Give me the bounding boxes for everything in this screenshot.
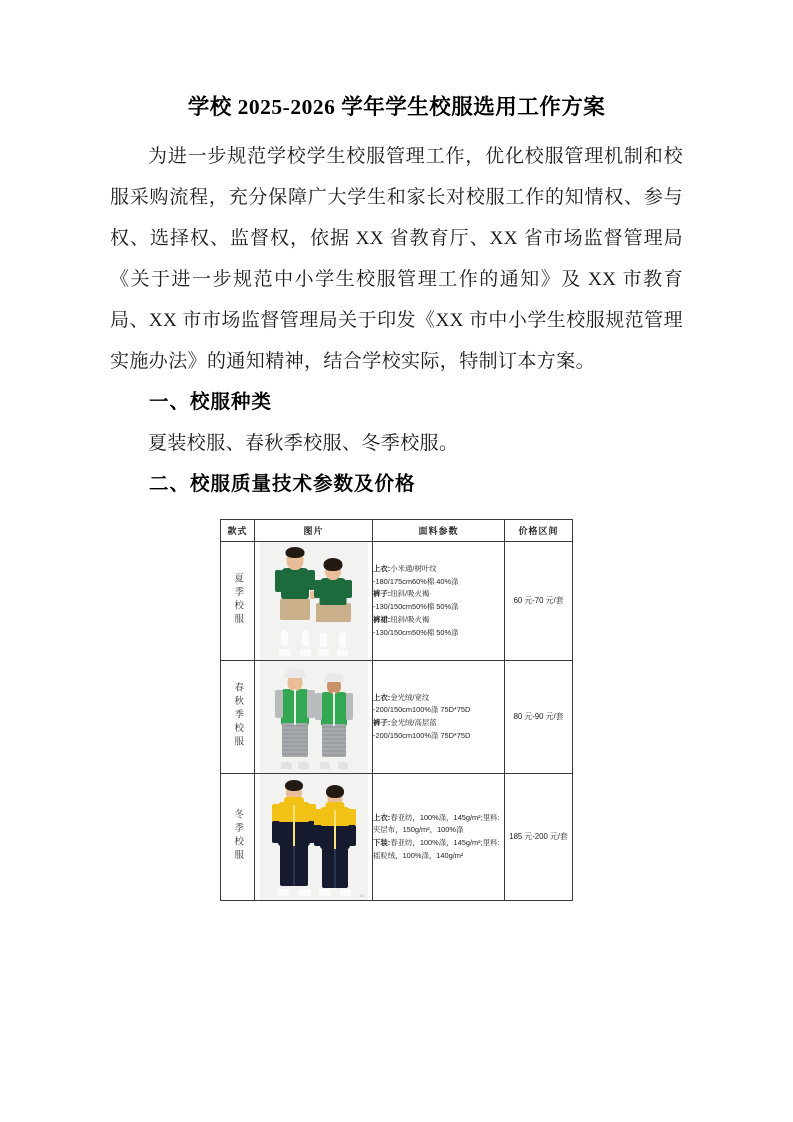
table-header-row: [221, 520, 573, 542]
price-cell-winter: 185 元-200 元/套: [505, 774, 573, 901]
price-cell-summer: 60 元-70 元/套: [505, 542, 573, 661]
style-cell-winter: [221, 774, 255, 901]
param-line: -180/175cm60%棉 40%涤: [373, 576, 459, 586]
param-line: 下装:春亚纺，100%涤，145g/m²;里料:摇粒绒，100%涤，140g/m²: [373, 838, 500, 860]
spring-autumn-uniform-photo: [260, 661, 368, 773]
param-line: -130/150cm50%棉 50%涤: [373, 602, 459, 612]
style-label: 春秋季校服: [232, 681, 244, 750]
column-header-price: 价格区间: [505, 520, 573, 542]
param-line: 裤子:金光绒/高层蓝: [373, 718, 437, 728]
table-row: [221, 661, 573, 774]
photo-watermark: ID: [359, 893, 365, 899]
params-cell-summer: [373, 542, 505, 661]
param-line: 上衣:小米通/树叶纹: [373, 563, 437, 573]
param-line: 裤裙:纽斜/吸火褐: [373, 614, 430, 624]
table-row: [221, 542, 573, 661]
photo-cell-winter: [255, 774, 373, 901]
param-line: 上衣:春亚纺，100%涤，145g/m²;里料:夹层布，150g/m²，100%涤: [373, 812, 500, 835]
intro-paragraph: 为进一步规范学校学生校服管理工作，优化校服管理机制和校服采购流程，充分保障广大学生和家长对校服工作的知情权、参与权、选择权、监督权，依据 XX 省教育厅、XX 省市场监督管理局《关于进一步规范中小学生校服管理工作的通知》及 XX 市教育局、XX 市市场监督管理局关于印发《XX 市中小学生校服规范管理实施办法》的通知精神，结合学校实际，特制订本方案。: [110, 146, 683, 373]
style-label: 夏季校服: [232, 572, 244, 627]
table-row: [221, 774, 573, 901]
photo-cell-summer: [255, 542, 373, 661]
style-label: 冬季校服: [232, 808, 244, 863]
uniform-table-container: [110, 519, 683, 901]
params-cell-spring-autumn: [373, 661, 505, 774]
photo-cell-spring-autumn: [255, 661, 373, 774]
section-one-heading: 一、校服种类: [149, 392, 273, 414]
style-cell-summer: [221, 542, 255, 661]
winter-uniform-photo: [260, 774, 368, 900]
style-cell-spring-autumn: [221, 661, 255, 774]
param-line: 裤子:纽斜/吸火褐: [373, 589, 430, 599]
param-line: -200/150cm100%涤 75D*75D: [373, 705, 471, 715]
column-header-style: 款式: [221, 520, 255, 542]
params-cell-winter: [373, 774, 505, 901]
summer-uniform-photo: [260, 542, 368, 660]
param-line: -200/150cm100%涤 75D*75D: [373, 730, 471, 740]
column-header-photo: 图片: [255, 520, 373, 542]
uniform-spec-table: [220, 519, 573, 901]
section-one-body: 夏装校服、春秋季校服、冬季校服。: [148, 433, 459, 455]
param-line: 上衣:金光绒/宽纹: [373, 692, 430, 702]
column-header-params: 面料参数: [373, 520, 505, 542]
price-cell-spring-autumn: 80 元-90 元/套: [505, 661, 573, 774]
param-line: -130/150cm50%棉 50%涤: [373, 627, 459, 637]
page-title: 学校 2025-2026 学年学生校服选用工作方案: [187, 95, 606, 119]
section-two-heading: 二、校服质量技术参数及价格: [149, 474, 416, 496]
